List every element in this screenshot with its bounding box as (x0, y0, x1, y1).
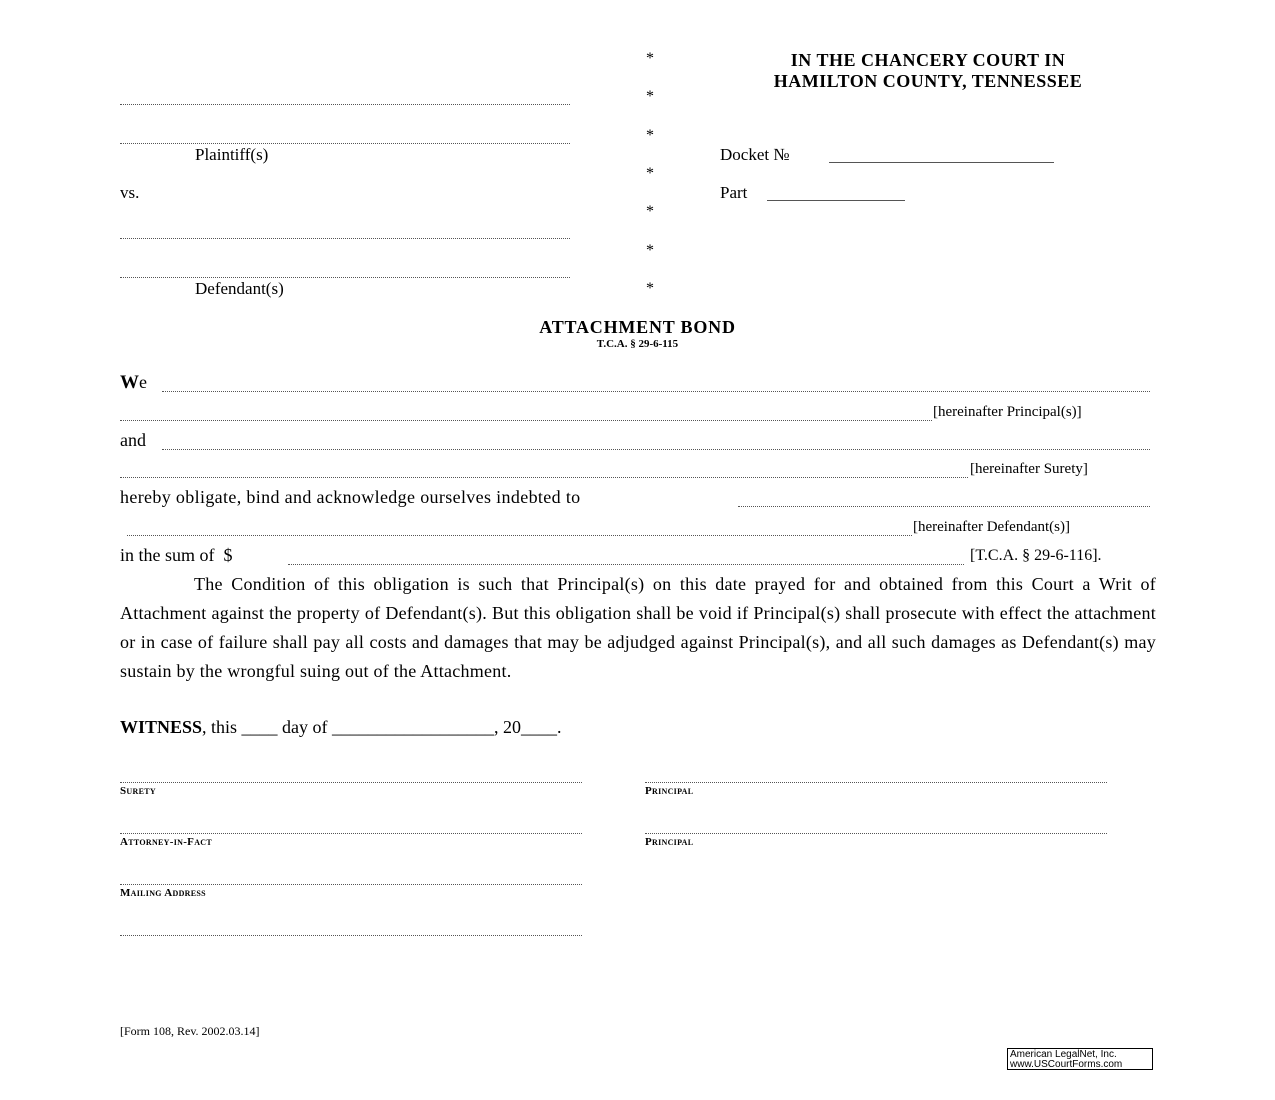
document-statute: T.C.A. § 29-6-115 (596, 338, 679, 350)
surety-signature-line[interactable] (120, 782, 582, 783)
caption-star: * (646, 50, 654, 67)
obligation-label: hereby obligate, bind and acknowledge ourselves indebted to (120, 487, 581, 507)
condition-text: The Condition of this obligation is such that Principal(s) on this date prayed for and obtained from this Court a Writ of Attachment against the property of Defendant(s). But this obligation shall be void if Principal(s) shall prosecute with effect the attachment or in case of failure shall pay all costs and damages that may be adjudged against Principal(s), and all such damages as Defendant(s) may sustain by the wrongful suing out of the Attachment. (120, 574, 1156, 681)
caption-star: * (646, 280, 654, 297)
part-field[interactable] (767, 200, 905, 201)
principal-signature-line-1[interactable] (645, 782, 1107, 783)
and-label: and (120, 430, 146, 450)
defendant-label: Defendant(s) (195, 279, 284, 298)
condition-paragraph (120, 570, 1156, 686)
caption-star: * (646, 88, 654, 105)
principal-note: [hereinafter Principal(s)] (933, 404, 1082, 420)
sum-label: in the sum of $ (120, 545, 233, 565)
surety-name-line-1[interactable] (162, 449, 1150, 450)
principal-signature-line-2[interactable] (645, 833, 1107, 834)
defendant-note: [hereinafter Defendant(s)] (913, 519, 1070, 535)
defendant-name-line-2[interactable] (127, 535, 912, 536)
caption-star: * (646, 127, 654, 144)
witness-line (120, 717, 562, 738)
sum-amount-field[interactable] (288, 564, 964, 565)
docket-label: Docket № (720, 145, 790, 164)
sum-statute: [T.C.A. § 29-6-116]. (970, 547, 1102, 564)
document-title: ATTACHMENT BOND (539, 317, 736, 337)
defendant-name-line-1[interactable] (738, 506, 1150, 507)
court-line-1: IN THE CHANCERY COURT IN (790, 50, 1066, 70)
caption-star: * (646, 242, 654, 259)
docket-number-field[interactable] (829, 162, 1054, 163)
defendant-line-1[interactable] (120, 238, 570, 239)
versus-label: vs. (120, 183, 140, 202)
attorney-signature-label: Attorney-in-Fact (120, 836, 212, 848)
witness-label: WITNESS (120, 717, 203, 737)
principal-name-line-1[interactable] (162, 391, 1150, 392)
we-label (120, 372, 147, 394)
part-label: Part (720, 183, 748, 202)
mailing-address-label: Mailing Address (120, 887, 206, 899)
caption-star: * (646, 165, 654, 182)
principal-name-line-2[interactable] (120, 420, 932, 421)
form-number: [Form 108, Rev. 2002.03.14] (120, 1024, 260, 1038)
publisher-url: www.USCourtForms.com (1010, 1059, 1123, 1070)
court-heading (712, 50, 1144, 92)
principal-signature-label-2: Principal (645, 836, 694, 848)
surety-note: [hereinafter Surety] (970, 461, 1088, 477)
principal-signature-label-1: Principal (645, 785, 694, 797)
publisher-name: American LegalNet, Inc. (1010, 1049, 1117, 1060)
defendant-line-2[interactable] (120, 277, 570, 278)
plaintiff-label: Plaintiff(s) (195, 145, 269, 164)
we-rest: e (139, 372, 147, 392)
surety-name-line-2[interactable] (120, 477, 968, 478)
witness-date-fields[interactable]: , this ____ day of __________________, 20____. (202, 717, 562, 737)
caption-star: * (646, 203, 654, 220)
court-line-2: HAMILTON COUNTY, TENNESSEE (773, 71, 1083, 91)
attorney-signature-line[interactable] (120, 833, 582, 834)
mailing-address-line-2[interactable] (120, 935, 582, 936)
we-initial: W (120, 372, 139, 393)
plaintiff-line-2[interactable] (120, 143, 570, 144)
mailing-address-line-1[interactable] (120, 884, 582, 885)
surety-signature-label: Surety (120, 785, 156, 797)
publisher-stamp[interactable] (1007, 1048, 1153, 1070)
plaintiff-line-1[interactable] (120, 104, 570, 105)
